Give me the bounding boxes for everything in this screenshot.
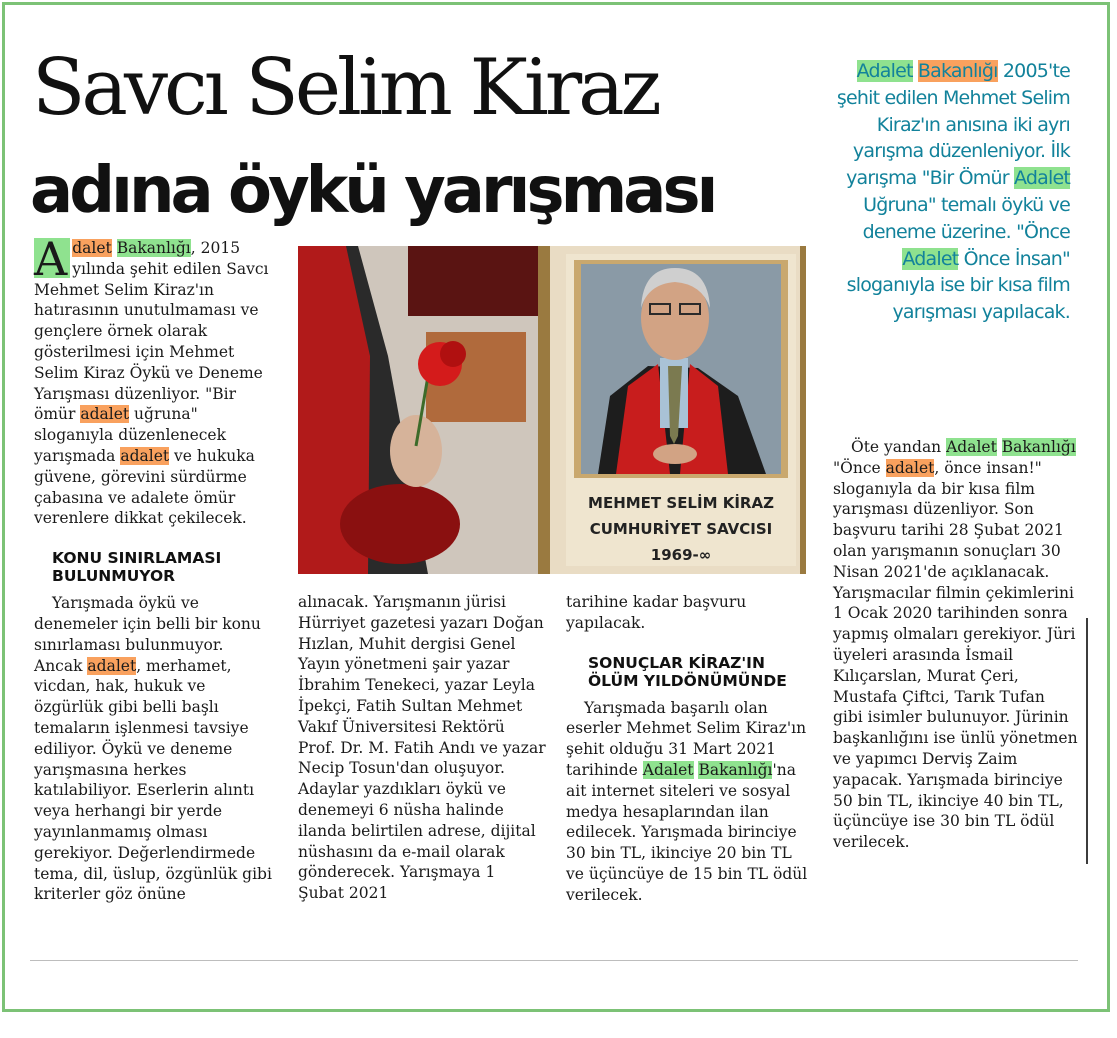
- highlight-word: Adalet: [1014, 167, 1070, 190]
- headline-line-2: adına öykü yarışması: [30, 154, 715, 228]
- body-paragraph: alınacak. Yarışmanın jürisi Hürriyet gazetesi yazarı Doğan Hızlan, Muhit dergisi Genel Yayın yönetmeni şair yazar İbrahim Tenekeci, yazar Leyla İpekçi, Fatih Sultan Mehmet Vakıf Üniversitesi Rektörü Prof. Dr. M. Fatih Andı ve yazar Necip Tosun'dan oluşuyor. Adaylar yazdıkları öykü ve denemeyi 6 nüsha halinde ilanda belirtilen adrese, dijital nüshasını da e-mail olarak gönderecek. Yarışmaya 1 Şubat 2021: [298, 593, 546, 903]
- body-paragraph: [34, 593, 274, 905]
- body-text: , merhamet, vicdan, hak, hukuk ve özgürlük gibi belli başlı temaların işlenmesi tavsiye ediliyor. Öykü ve deneme yarışmasına herkes katılabiliyor. Eserlerin alıntı veya herhangi bir yerde yayınlanmamış olması gerekiyor. Değerlendirmede tema, dil, üslup, özgünlük gibi kriterler göz önüne: [34, 656, 272, 904]
- body-paragraph: [833, 437, 1078, 853]
- body-text: uğruna" sloganıyla düzenlenecek yarışmada: [34, 405, 226, 465]
- highlight-word: dalet: [72, 239, 112, 257]
- body-text: Yarışmada başarılı olan eserler Mehmet Selim Kiraz'ın şehit olduğu 31 Mart 2021 tarihinde: [566, 698, 807, 779]
- body-text: , önce insan!" sloganıyla da bir kısa film yarışması düzenliyor. Son başvuru tarihi 28 Şubat 2021 olan yarışmanın sonuçları 30 Nisan 2021'de açıklanacak. Yarışmacılar filmin çekimlerini 1 Ocak 2020 tarihinden sonra yapmış olmaları gerekiyor. Jüri üyeleri arasında İsmail Kılıçarslan, Murat Çeri, Mustafa Çiftci, Tarık Tufan gibi isimler bulunuyor. Jürinin başkanlığını ise ünlü yönetmen ve yapımcı Derviş Zaim yapacak. Yarışmada birinciye 50 bin TL, ikinciye 40 bin TL, üçüncüye ise 30 bin TL ödül verilecek.: [833, 458, 1078, 852]
- article-column-4: [833, 437, 1078, 853]
- article-column-1: [34, 232, 274, 905]
- article-column-3: [566, 592, 811, 906]
- body-paragraph: tarihine kadar başvuru yapılacak.: [566, 593, 747, 632]
- subhead-sonuclar: SONUÇLAR KİRAZ'IN ÖLÜM YILDÖNÜMÜNDE: [588, 653, 787, 690]
- highlight-word: Bakanlığı: [116, 239, 191, 257]
- lead-paragraph: [34, 232, 274, 529]
- highlight-word: Adalet: [642, 760, 694, 779]
- body-text: , 2015 yılında şehit edilen Savcı Mehmet Selim Kiraz'ın hatırasının unutulmaması ve gençlere örnek olarak gösterilmesi için Mehmet Selim Kiraz Öykü ve Deneme Yarışması düzenliyor. "Bir ömür: [34, 239, 269, 424]
- caption-title: CUMHURİYET SAVCISI: [589, 520, 773, 538]
- subhead-konu: KONU SINIRLAMASI BULUNMUYOR: [52, 549, 222, 586]
- body-paragraph: [566, 698, 811, 906]
- pull-quote-text: 2005'te şehit edilen Mehmet Selim Kiraz'ın anısına iki ayrı yarışma düzenleniyor. İlk yarışma "Bir Ömür: [836, 60, 1070, 190]
- highlight-word: Bakanlığı: [1001, 438, 1076, 456]
- body-text: Yarışmada öykü ve denemeler için belli bir konu sınırlaması bulunmuyor. Ancak: [34, 594, 261, 675]
- pull-quote: [830, 58, 1070, 326]
- body-text: 'na ait internet siteleri ve sosyal medya hesaplarından ilan edilecek. Yarışmada birinciye 30 bin TL, ikinciye 20 bin TL ve üçüncüye de 15 bin TL ödül verilecek.: [566, 760, 808, 904]
- highlight-word: adalet: [80, 405, 130, 424]
- bottom-rule: [30, 960, 1078, 961]
- caption-name: MEHMET SELİM KİRAZ: [588, 494, 774, 512]
- pull-quote-text: Önce İnsan" sloganıyla ise bir kısa film yarışması yapılacak.: [846, 247, 1070, 324]
- highlight-word: Bakanlığı: [698, 760, 773, 779]
- pull-quote-text: Uğruna" temalı öykü ve deneme üzerine. "Önce: [862, 193, 1070, 243]
- article-column-2: [298, 592, 546, 904]
- body-text: ve hukuka güvene, görevini sürdürme çabasına ve adalete ömür verenlere dikkat çekilecek.: [34, 446, 255, 528]
- highlight-word: adalet: [87, 656, 137, 675]
- highlight-word: adalet: [120, 446, 170, 465]
- highlight-word: Adalet: [856, 60, 913, 82]
- highlight-word: Adalet: [902, 247, 959, 270]
- headline-line-1: Savcı Selim Kiraz: [32, 43, 658, 133]
- highlight-word: adalet: [885, 458, 935, 477]
- highlight-word: Adalet: [946, 438, 997, 456]
- drop-cap: A: [34, 238, 70, 278]
- margin-mark: [1086, 618, 1088, 864]
- body-text: "Önce: [833, 458, 886, 477]
- portrait-caption: [566, 490, 796, 568]
- body-text: Öte yandan: [851, 438, 947, 456]
- caption-years: 1969-∞: [650, 546, 712, 564]
- article-photo: [298, 246, 806, 574]
- highlight-word: Bakanlığı: [917, 60, 998, 82]
